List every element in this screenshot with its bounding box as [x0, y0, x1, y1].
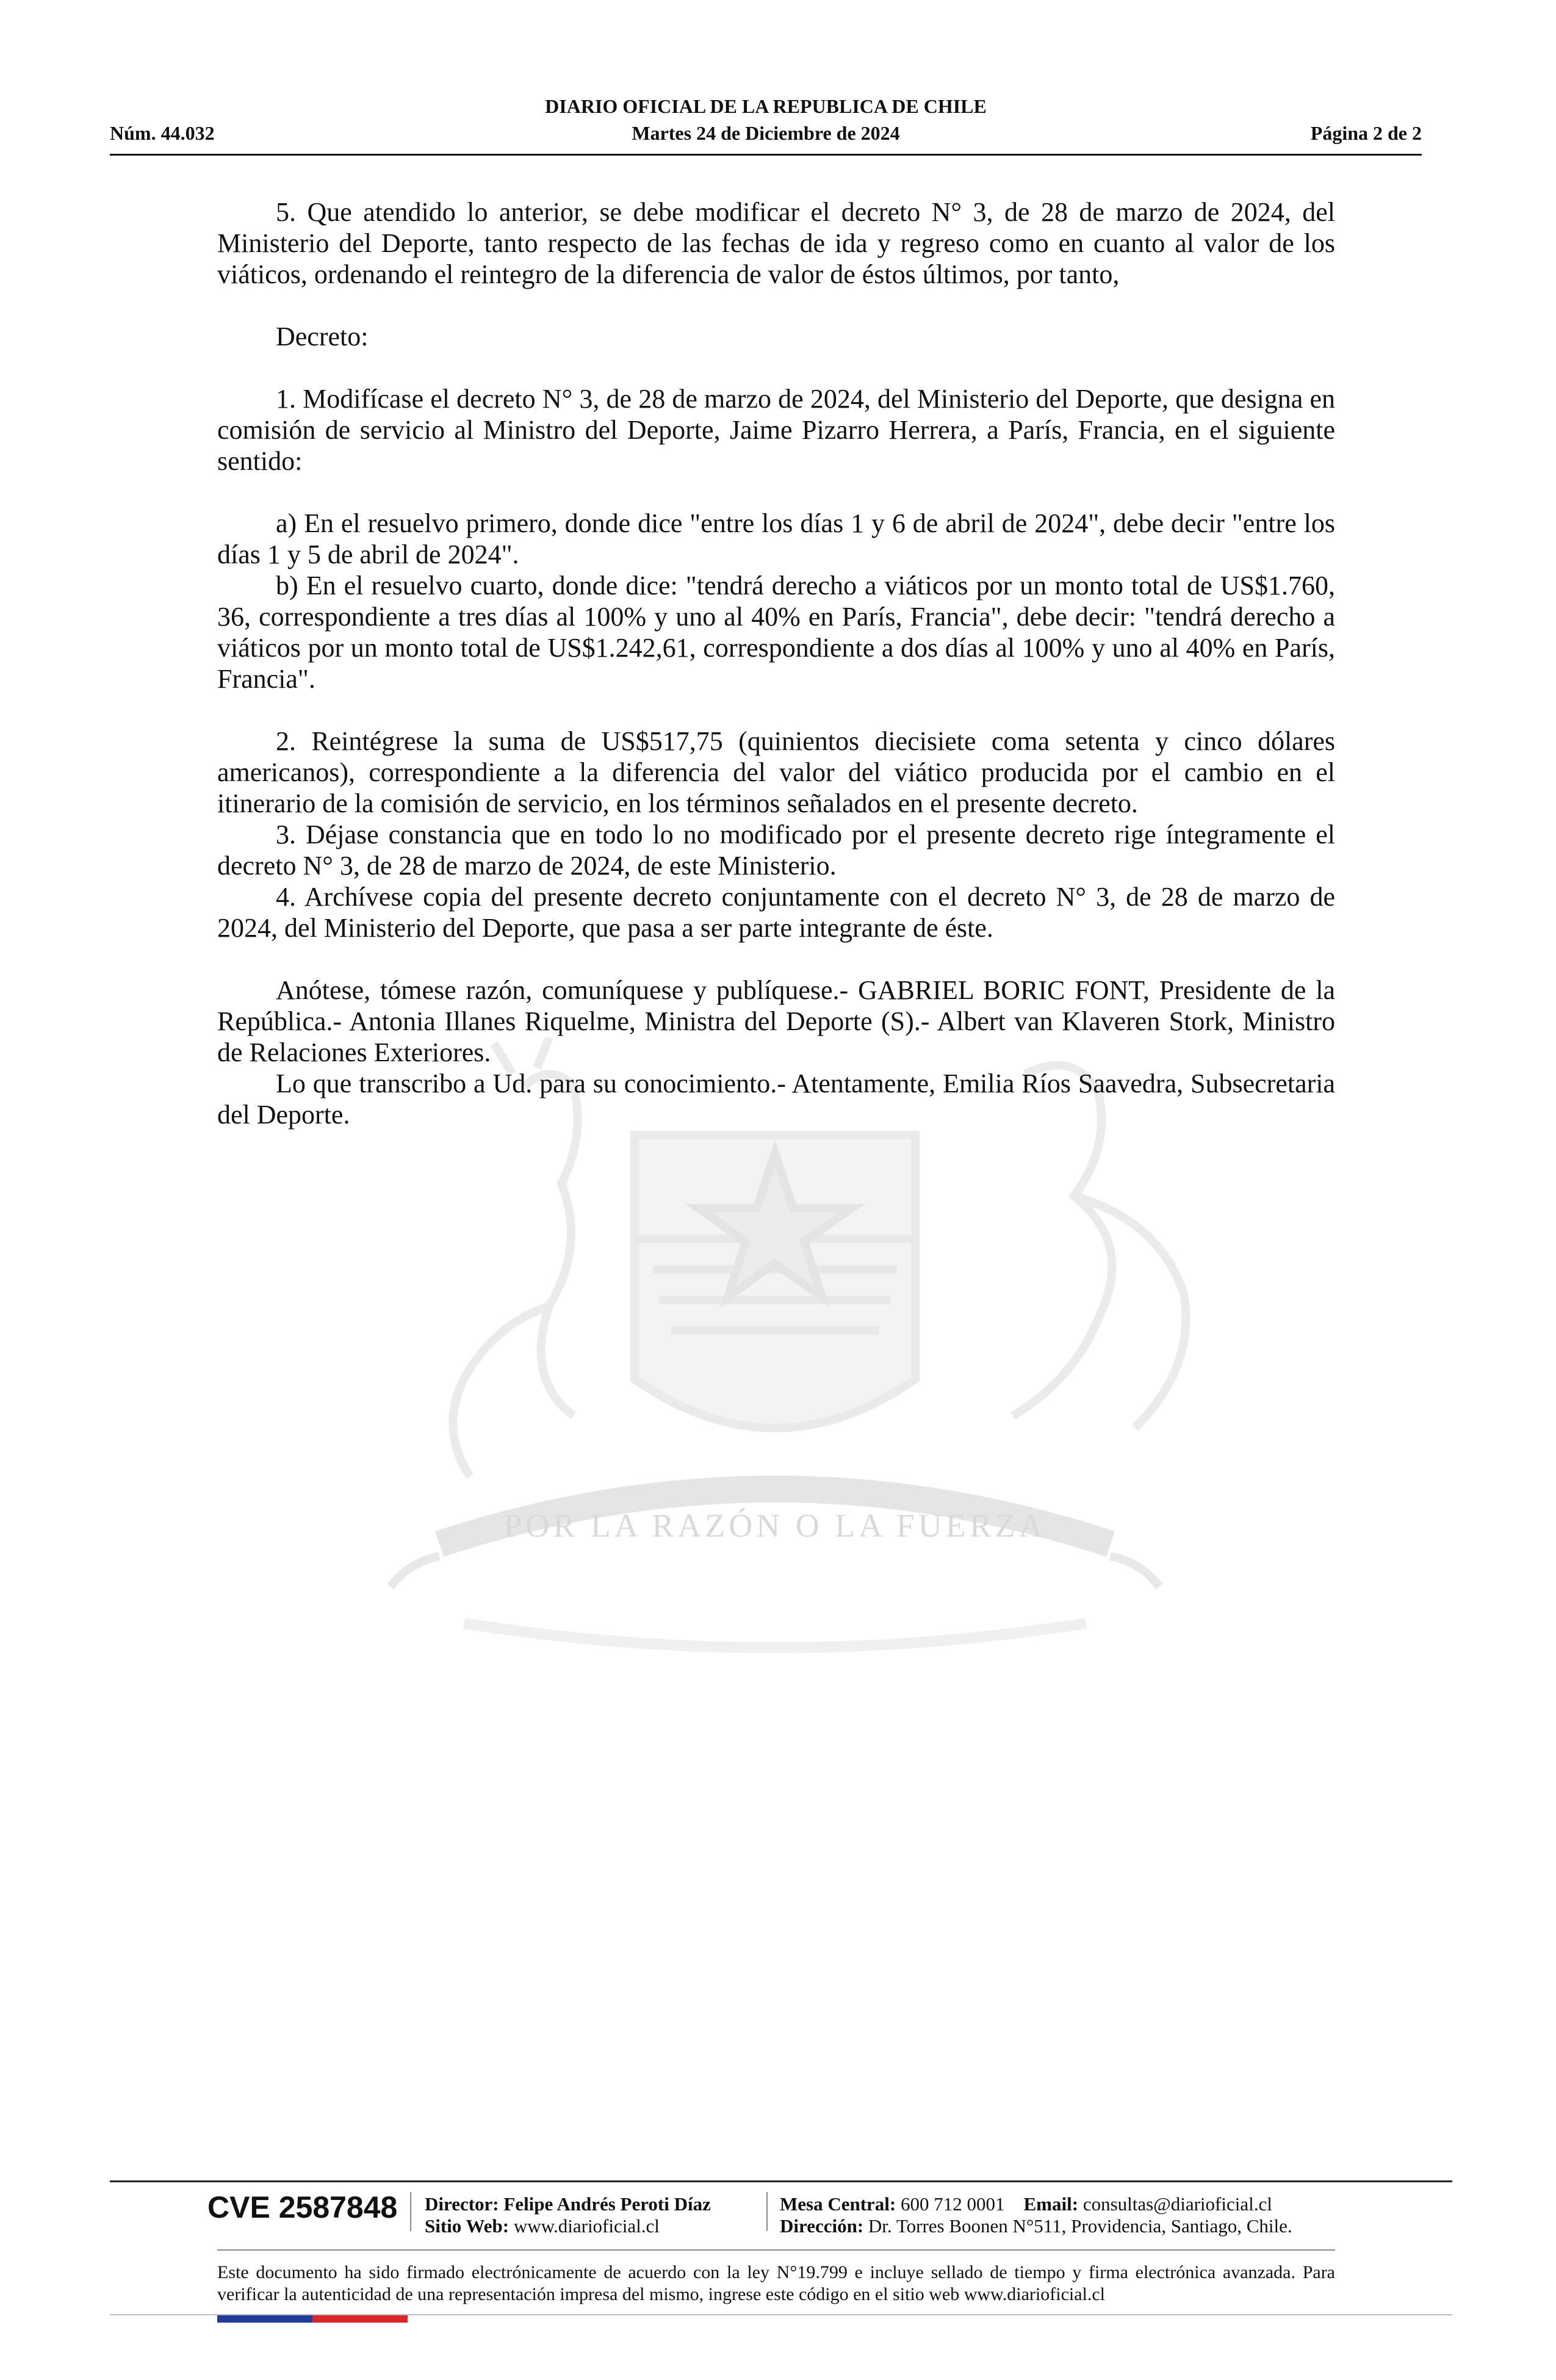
publication-title: DIARIO OFICIAL DE LA REPUBLICA DE CHILE — [545, 95, 987, 117]
header-divider — [110, 154, 1422, 156]
article-1-item-b: b) En el resuelvo cuarto, donde dice: "tendrá derecho a viáticos por un monto total de US$1.760, 36, correspondiente a tres días al 100% y uno al 40% en París, Francia", debe decir: "tendrá derecho a viáticos por un monto total de US$1.242,61, correspondiente a dos días al 100% y uno al 40% en París, Francia". — [217, 571, 1335, 694]
email-link[interactable]: consultas@diarioficial.cl — [1082, 2193, 1272, 2215]
coat-of-arms-watermark — [207, 1037, 1342, 1709]
paragraph-5-considerando: 5. Que atendido lo anterior, se debe modificar el decreto N° 3, de 28 de marzo de 2024, del Ministerio del Deporte, tanto respecto de las fechas de ida y regreso como en cuanto al valor de los viáticos, ordenando el reintegro de la diferencia de valor de éstos últimos, por tanto, — [217, 197, 1335, 289]
email-label: Email: — [1023, 2193, 1079, 2215]
coat-of-arms-motto: POR LA RAZÓN O LA FUERZA — [503, 1507, 1046, 1544]
article-3: 3. Déjase constancia que en todo lo no modificado por el presente decreto rige íntegramente el decreto N° 3, de 28 de marzo de 2024, de este Ministerio. — [217, 820, 1335, 881]
electronic-signature-notice: Este documento ha sido firmado electrónicamente de acuerdo con la ley N°19.799 e incluye sellado de tiempo y firma electrónica avanzada. Para verificar la autenticidad de una representación impresa del mismo, ingrese este código en el sitio web www.diarioficial.cl — [217, 2262, 1335, 2304]
flag-blue-segment — [217, 2315, 312, 2323]
website-link[interactable]: www.diarioficial.cl — [513, 2215, 660, 2237]
chile-flag-stripe — [217, 2315, 408, 2323]
transcription-note: Lo que transcribo a Ud. para su conocimiento.- Atentamente, Emilia Ríos Saavedra, Subsecretaria del Deporte. — [217, 1069, 1335, 1130]
direccion-address: Dr. Torres Boonen N°511, Providencia, Santiago, Chile. — [868, 2215, 1292, 2237]
footer-divider-mid — [217, 2249, 1335, 2251]
footer-contact-column — [780, 2193, 1292, 2237]
flag-red-segment — [312, 2315, 408, 2323]
footer-director-column — [425, 2193, 711, 2237]
publication-date: Martes 24 de Diciembre de 2024 — [632, 122, 900, 144]
director-label: Director: — [425, 2193, 499, 2215]
footer-divider-top — [110, 2180, 1452, 2182]
page-header — [110, 95, 1422, 156]
article-1: 1. Modifícase el decreto N° 3, de 28 de marzo de 2024, del Ministerio del Deporte, que designa en comisión de servicio al Ministro del Deporte, Jaime Pizarro Herrera, a París, Francia, en el siguiente sentido: — [217, 384, 1335, 476]
decreto-heading: Decreto: — [276, 322, 369, 352]
direccion-label: Dirección: — [780, 2215, 864, 2237]
decree-body — [217, 197, 1335, 1130]
footer-separator — [766, 2192, 768, 2231]
footer-separator — [410, 2192, 411, 2231]
article-2: 2. Reintégrese la suma de US$517,75 (quinientos diecisiete coma setenta y cinco dólares americanos), correspondiente a la diferencia del valor del viático producida por el cambio en el itinerario de la comisión de servicio, en los términos señalados en el presente decreto. — [217, 726, 1335, 818]
article-4: 4. Archívese copia del presente decreto conjuntamente con el decreto N° 3, de 28 de marzo de 2024, del Ministerio del Deporte, que pasa a ser parte integrante de éste. — [217, 882, 1335, 943]
website-label: Sitio Web: — [425, 2215, 510, 2237]
page-number: Página 2 de 2 — [1310, 122, 1422, 144]
issue-number: Núm. 44.032 — [110, 122, 215, 144]
mesa-central-phone: 600 712 0001 — [901, 2193, 1005, 2215]
mesa-central-label: Mesa Central: — [780, 2193, 896, 2215]
closing-signatures: Anótese, tómese razón, comuníquese y publíquese.- GABRIEL BORIC FONT, Presidente de la República.- Antonia Illanes Riquelme, Ministra del Deporte (S).- Albert van Klaveren Stork, Ministro de Relaciones Exteriores. — [217, 975, 1335, 1067]
article-1-item-a: a) En el resuelvo primero, donde dice "entre los días 1 y 6 de abril de 2024", debe decir "entre los días 1 y 5 de abril de 2024". — [217, 508, 1335, 569]
director-name: Felipe Andrés Peroti Díaz — [503, 2193, 711, 2215]
cve-code: CVE 2587848 — [207, 2190, 398, 2224]
